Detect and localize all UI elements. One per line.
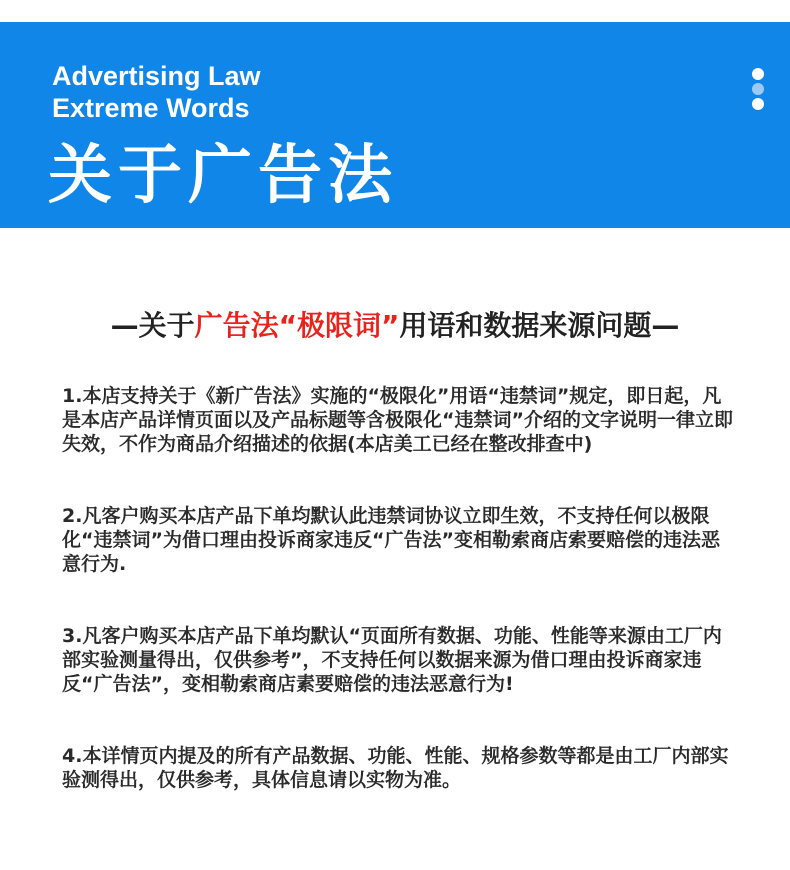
header-banner — [0, 22, 790, 228]
vertical-dots-icon[interactable] — [752, 68, 766, 112]
section-heading — [0, 306, 790, 346]
dot — [752, 68, 764, 80]
paragraph-1: 1.本店支持关于《新广告法》实施的“极限化”用语“违禁词”规定，即日起，凡是本店产品详情页面以及产品标题等含极限化“违禁词”介绍的文字说明一律立即失效，不作为商品介绍描述的依据(本店美工已经在整改排查中) — [62, 385, 733, 455]
chinese-title: 关于广告法 — [48, 139, 398, 213]
paragraph-4: 4.本详情页内提及的所有产品数据、功能、性能、规格参数等都是由工厂内部实验测得出，仅供参考，具体信息请以实物为准。 — [62, 745, 729, 791]
heading-suffix: 用语和数据来源问题— — [399, 309, 680, 342]
english-title-line-1: Advertising Law — [52, 61, 261, 91]
heading-prefix: —关于 — [110, 309, 195, 342]
english-title — [52, 60, 261, 124]
dot — [752, 83, 764, 95]
english-title-line-2: Extreme Words — [52, 93, 250, 123]
heading-highlight: 广告法“极限词” — [194, 309, 400, 342]
paragraph-2: 2.凡客户购买本店产品下单均默认此违禁词协议立即生效，不支持任何以极限化“违禁词”为借口理由投诉商家违反“广告法”变相勒索商店索要赔偿的违法恶意行为. — [62, 505, 720, 575]
dot — [752, 98, 764, 110]
paragraph-3: 3.凡客户购买本店产品下单均默认“页面所有数据、功能、性能等来源由工厂内部实验测量得出，仅供参考”，不支持任何以数据来源为借口理由投诉商家违反“广告法”，变相勒索商店素要赔偿的违法恶意行为! — [62, 625, 722, 695]
